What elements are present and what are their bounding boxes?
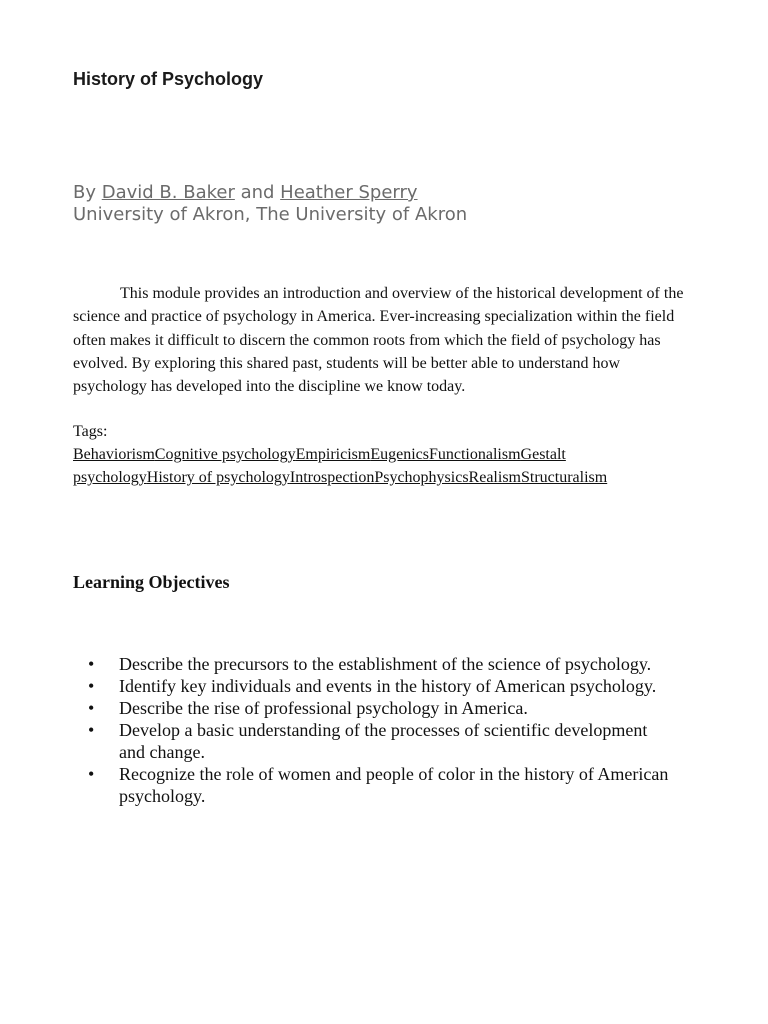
byline-prefix: By — [73, 182, 102, 203]
tag-link[interactable]: Realism — [468, 469, 521, 486]
list-item — [73, 719, 673, 763]
tag-link[interactable]: Behaviorism — [73, 446, 155, 463]
affiliation: University of Akron, The University of Akron — [73, 204, 468, 225]
bullet-marker: • — [88, 698, 95, 718]
tag-link[interactable]: History of psychology — [146, 469, 290, 486]
bullet-marker: • — [88, 764, 95, 784]
tag-link[interactable]: Gestalt psychology — [73, 446, 566, 486]
list-item — [73, 675, 673, 697]
learning-objectives-list — [73, 653, 673, 807]
tag-link[interactable]: Psychophysics — [374, 469, 469, 486]
bullet-marker: • — [88, 720, 95, 740]
page-title: History of Psychology — [73, 69, 264, 89]
tags-list — [73, 443, 685, 489]
bullet-marker: • — [88, 676, 95, 696]
abstract-paragraph — [73, 282, 685, 398]
objective-text: Identify key individuals and events in the history of American psychology. — [119, 676, 657, 696]
tag-link[interactable]: Eugenics — [370, 446, 429, 463]
abstract-text: This module provides an introduction and overview of the historical development of the science and practice of psychology in America. Ever-increasing specialization within the field often makes it difficult to discern the common roots from which the field of psychology has evolved. By exploring this shared past, students will be better able to understand how psychology has developed into the discipline we know today. — [73, 285, 684, 396]
author-link-david-baker[interactable]: David B. Baker — [101, 182, 235, 203]
author-line — [73, 182, 467, 204]
tag-link[interactable]: Cognitive psychology — [154, 446, 296, 463]
objective-text: Recognize the role of women and people of color in the history of American psychology. — [119, 764, 669, 806]
byline — [73, 182, 467, 226]
learning-objectives-heading: Learning Objectives — [73, 572, 230, 592]
tag-link[interactable]: Structuralism — [520, 469, 608, 486]
byline-conjunction: and — [234, 182, 281, 203]
tags-label: Tags: — [73, 423, 108, 440]
list-item — [73, 697, 673, 719]
tag-link[interactable]: Functionalism — [428, 446, 521, 463]
objective-text: Describe the precursors to the establishment of the science of psychology. — [119, 654, 652, 674]
list-item — [73, 763, 673, 807]
bullet-marker: • — [88, 654, 95, 674]
tag-link[interactable]: Empiricism — [295, 446, 371, 463]
list-item — [73, 653, 673, 675]
tag-link[interactable]: Introspection — [289, 469, 375, 486]
objective-text: Describe the rise of professional psychology in America. — [119, 698, 528, 718]
objective-text: Develop a basic understanding of the processes of scientific development and change. — [119, 720, 648, 762]
author-link-heather-sperry[interactable]: Heather Sperry — [280, 182, 418, 203]
